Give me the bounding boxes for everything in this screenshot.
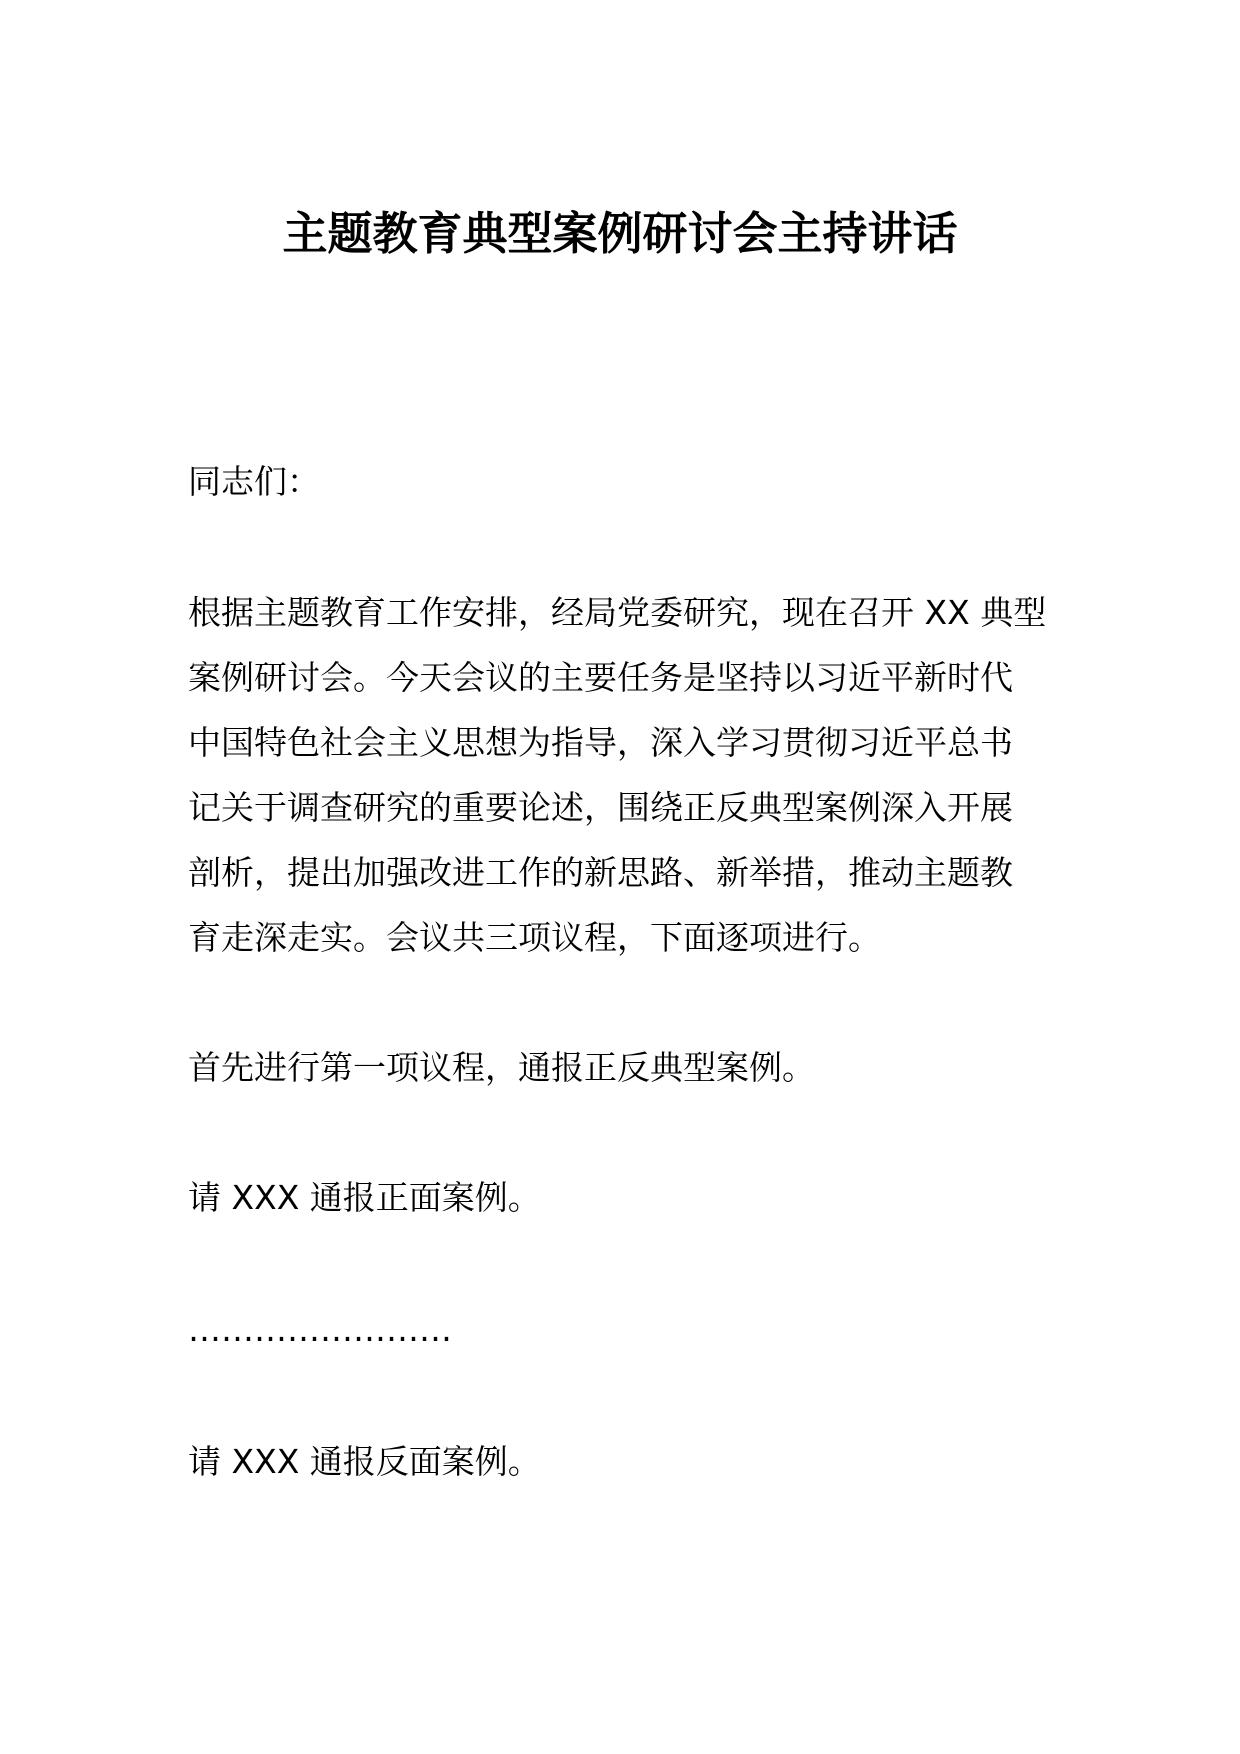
negative-case-request: 请 XXX 通报反面案例。	[188, 1442, 541, 1481]
intro-line: 根据主题教育工作安排，经局党委研究，现在召开 XX 典型	[188, 593, 1047, 632]
intro-line: 中国特色社会主义思想为指导，深入学习贯彻习近平总书	[188, 723, 1013, 762]
intro-line: 育走深走实。会议共三项议程，下面逐项进行。	[188, 918, 881, 957]
agenda-first-item: 首先进行第一项议程，通报正反典型案例。	[188, 1048, 815, 1087]
intro-line: 记关于调查研究的重要论述，围绕正反典型案例深入开展	[188, 788, 1013, 827]
positive-case-request: 请 XXX 通报正面案例。	[188, 1178, 541, 1217]
salutation: 同志们：	[188, 462, 320, 501]
intro-line: 剖析，提出加强改进工作的新思路、新举措，推动主题教	[188, 853, 1013, 892]
intro-paragraph	[188, 580, 1068, 970]
document-title: 主题教育典型案例研讨会主持讲话	[282, 207, 958, 260]
ellipsis-divider: ……………………	[188, 1310, 452, 1349]
intro-line: 案例研讨会。今天会议的主要任务是坚持以习近平新时代	[188, 658, 1013, 697]
